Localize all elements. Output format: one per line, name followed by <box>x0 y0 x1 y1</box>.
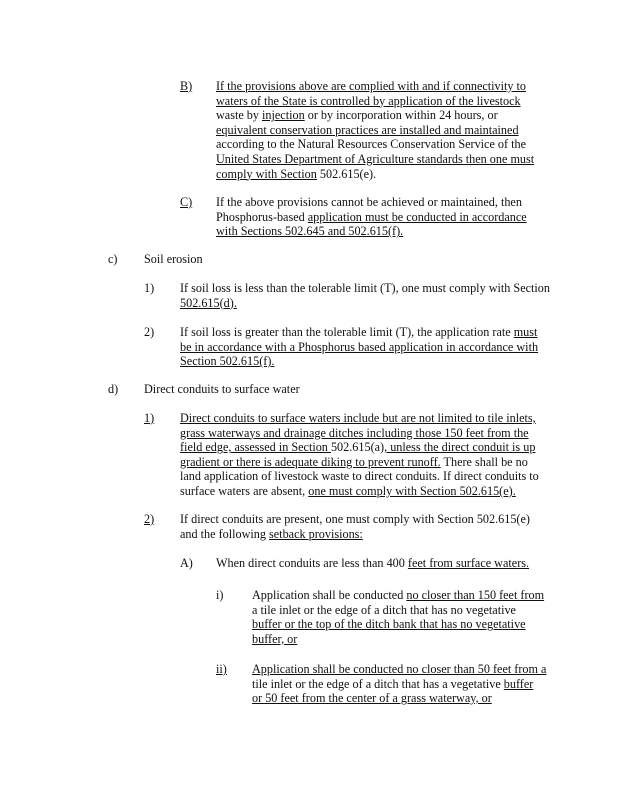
text-segment: Phosphorus-based <box>216 209 308 224</box>
text-line <box>216 224 527 239</box>
item-label-d2: 2) <box>144 512 155 526</box>
text-line <box>180 325 538 340</box>
text-segment: 502.615(e). <box>316 166 377 181</box>
text-segment: Application shall be conducted no closer than 50 feet from a <box>252 662 547 676</box>
text-line <box>252 662 546 677</box>
text-line <box>216 167 534 182</box>
text-line <box>252 588 544 603</box>
section-heading-soil-erosion: Soil erosion <box>144 252 203 266</box>
text-segment: If the provisions above are complied with and if connectivity to <box>216 79 527 93</box>
text-line <box>180 484 539 499</box>
text-segment: gradient or there is adequate diking to prevent runoff. <box>180 454 441 469</box>
text-segment: 502.615(d). <box>180 295 237 310</box>
text-segment: land application of livestock waste to direct conduits. If direct conduits to <box>180 469 539 484</box>
text-segment: comply with Section <box>216 166 317 181</box>
text-segment: grass waterways and drainage ditches including those 150 feet from the <box>180 425 529 440</box>
section-heading-direct-conduits: Direct conduits to surface water <box>144 382 300 396</box>
text-line <box>216 210 527 225</box>
text-segment: buffer <box>503 676 534 691</box>
text-segment: equivalent conservation practices are installed and maintained <box>216 122 519 137</box>
text-line <box>180 426 539 441</box>
text-segment: There shall be no <box>440 454 528 469</box>
paragraph-di <box>252 588 544 646</box>
paragraph-C <box>216 195 527 239</box>
text-segment: must <box>513 325 538 339</box>
text-line <box>216 79 534 94</box>
text-segment: one must comply with Section 502.615(e). <box>308 483 516 498</box>
text-line <box>180 340 538 355</box>
text-segment: application must be conducted in accordance <box>307 209 527 224</box>
item-label-c2: 2) <box>144 325 155 339</box>
text-segment: a tile inlet or the edge of a ditch that has no vegetative <box>252 602 516 617</box>
text-segment: If soil loss is less than the tolerable limit (T), one must comply with Section <box>180 281 550 295</box>
paragraph-c2 <box>180 325 538 369</box>
text-line <box>216 123 534 138</box>
item-label-dA: A) <box>180 556 193 570</box>
text-segment: or by incorporation within 24 hours, or <box>304 108 498 123</box>
text-line <box>180 440 539 455</box>
text-segment: 502.615(a) <box>330 440 385 455</box>
text-line <box>180 469 539 484</box>
text-segment: is up <box>512 440 536 455</box>
text-line <box>252 691 546 706</box>
item-label-di: i) <box>216 588 224 602</box>
text-line <box>216 94 534 109</box>
text-segment: , unless the direct conduit <box>384 440 513 455</box>
text-segment: tile inlet or the edge of a ditch that has a vegetative <box>252 676 504 691</box>
text-line <box>252 617 544 632</box>
item-label-C: C) <box>180 195 193 209</box>
text-segment: If direct conduits are present, one must comply with Section 502.615(e) <box>180 512 530 526</box>
paragraph-d1 <box>180 411 539 499</box>
text-line <box>252 632 544 647</box>
text-segment: buffer, or <box>252 631 298 646</box>
text-segment: Section 502.615(f). <box>180 354 275 369</box>
text-line <box>180 281 550 296</box>
text-segment: surface waters are absent, <box>180 483 309 498</box>
paragraph-c1 <box>180 281 550 310</box>
text-segment: injection <box>262 108 305 123</box>
text-segment: When direct conduits are less than 400 <box>216 556 408 570</box>
section-label-d: d) <box>108 382 119 396</box>
text-segment: and the following <box>180 526 270 541</box>
item-label-d1: 1) <box>144 411 155 425</box>
text-line <box>180 411 539 426</box>
text-line <box>180 354 538 369</box>
paragraph-dA <box>216 556 529 571</box>
text-line <box>180 296 550 311</box>
item-label-B: B) <box>180 79 193 93</box>
text-segment: waters of the State is controlled by application of the livestock <box>216 93 521 108</box>
text-segment: or 50 feet from the center of a grass waterway, or <box>252 691 492 706</box>
text-line <box>216 137 534 152</box>
text-line <box>216 556 529 571</box>
text-segment: If the above provisions cannot be achieved or maintained, then <box>216 195 522 209</box>
text-segment: with Sections 502.645 and 502.615(f). <box>216 224 404 239</box>
paragraph-B <box>216 79 534 181</box>
item-label-dii: ii) <box>216 662 227 676</box>
text-line <box>180 527 530 542</box>
text-line <box>252 603 544 618</box>
text-line <box>180 455 539 470</box>
text-segment: according to the Natural Resources Conservation Service of the <box>216 137 527 152</box>
text-segment: Application shall be conducted <box>252 588 407 602</box>
text-segment: no closer than 150 feet from <box>406 588 545 602</box>
text-segment: Direct conduits to surface waters include but are not limited to tile inlets, <box>180 411 536 425</box>
text-segment: feet from surface waters. <box>407 556 530 570</box>
text-segment: setback provisions: <box>269 526 363 541</box>
section-label-c: c) <box>108 252 118 266</box>
text-segment: buffer or the top of the ditch bank that has no vegetative <box>252 617 526 632</box>
text-segment: field edge, assessed in Section <box>180 440 331 455</box>
text-segment: If soil loss is greater than the tolerable limit (T), the application rate <box>180 325 514 339</box>
item-label-c1: 1) <box>144 281 155 295</box>
text-line <box>216 152 534 167</box>
text-segment: United States Department of Agriculture standards then one must <box>216 151 535 166</box>
paragraph-d2 <box>180 512 530 541</box>
text-line <box>216 195 527 210</box>
text-line <box>180 512 530 527</box>
text-line <box>216 108 534 123</box>
paragraph-dii <box>252 662 546 706</box>
text-segment: waste by <box>216 108 263 123</box>
text-line <box>252 677 546 692</box>
text-segment: be in accordance with a Phosphorus based application in accordance with <box>180 339 539 354</box>
